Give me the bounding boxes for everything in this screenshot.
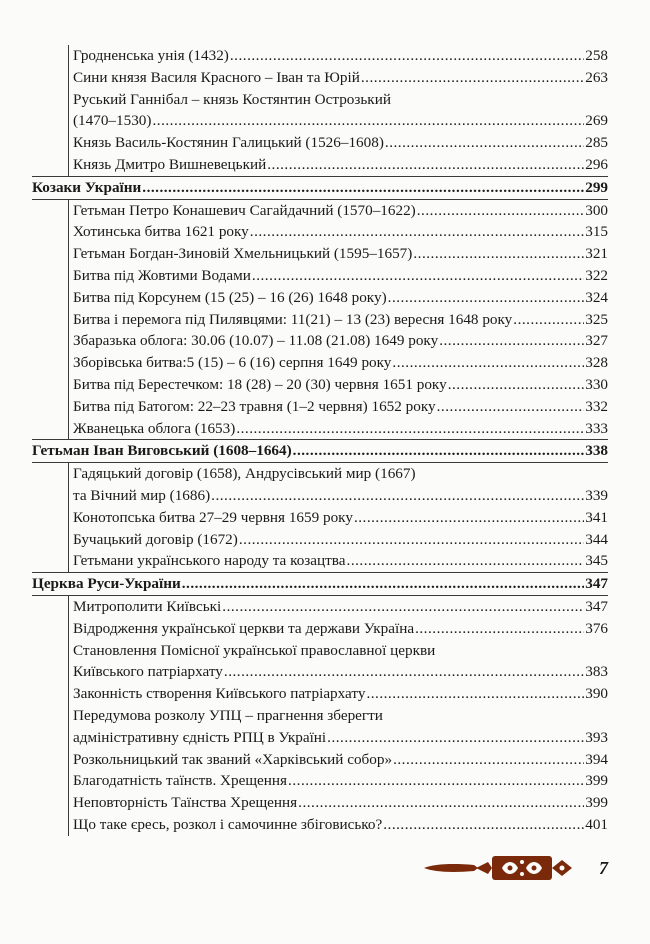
toc-entry-row[interactable] — [32, 221, 608, 243]
entry-title-text: Конотопська битва 27–29 червня 1659 року — [73, 508, 353, 526]
dot-leader — [437, 396, 585, 418]
toc-entry-row[interactable] — [32, 529, 608, 551]
entry-title-text: Битва під Берестечком: 18 (28) – 20 (30) червня 1651 року — [73, 375, 447, 393]
toc-entry-row[interactable] — [32, 199, 608, 221]
entry-page-number: 394 — [585, 750, 608, 768]
dot-leader — [267, 154, 584, 176]
entry-page-number: 344 — [585, 530, 608, 548]
toc-entry-row[interactable] — [32, 770, 608, 792]
entry-title-text: Розкольницький так званий «Харківський собор» — [73, 750, 393, 768]
entry-title-text: Гетьмани українського народу та козацтва — [73, 552, 346, 570]
dot-leader — [448, 374, 585, 396]
toc-entry-row[interactable] — [32, 309, 608, 331]
dot-leader — [417, 200, 584, 222]
dot-leader — [366, 683, 584, 705]
division-page-number: 299 — [585, 178, 608, 196]
entry-title-text: Збаразька облога: 30.06 (10.07) – 11.08 (21.08) 1649 року — [73, 332, 439, 350]
entry-title-text: Гетьман Богдан-Зиновій Хмельницький (1595–1657) — [73, 245, 413, 263]
entry-page-number: 330 — [585, 375, 608, 393]
division-title-text: Гетьман Іван Виговський (1608–1664) — [32, 442, 292, 460]
entry-title-text: Митрополити Київські — [73, 597, 222, 615]
entry-page-number: 390 — [585, 685, 608, 703]
dot-leader — [385, 132, 584, 154]
toc-entry-row[interactable] — [32, 705, 608, 749]
entry-page-number: 383 — [585, 663, 608, 681]
entry-title-text: (1470–1530) — [73, 112, 152, 130]
entry-title-text: Гетьман Петро Конашевич Сагайдачний (1570–1622) — [73, 201, 416, 219]
entry-page-number: 315 — [585, 223, 608, 241]
dot-leader — [513, 309, 584, 331]
entry-title-text: Битва під Корсунем (15 (25) – 16 (26) 1648 року) — [73, 288, 387, 306]
entry-page-number: 296 — [585, 155, 608, 173]
toc-entry-row[interactable] — [32, 463, 608, 507]
entry-title-text: Князь Василь-Костянин Галицький (1526–1608) — [73, 134, 384, 152]
toc-division-row — [32, 176, 608, 199]
entry-page-number: 393 — [585, 728, 608, 746]
division-title-text: Церква Руси-України — [32, 575, 181, 593]
entry-page-number: 328 — [585, 354, 608, 372]
toc-entry-row[interactable] — [32, 243, 608, 265]
toc-entry-row[interactable] — [32, 374, 608, 396]
toc-entry-row[interactable] — [32, 550, 608, 572]
division-title-text: Козаки України — [32, 178, 142, 196]
entry-title-text: Неповторність Таїнства Хрещення — [73, 794, 298, 812]
toc-entry-row[interactable] — [32, 396, 608, 418]
entry-page-number: 345 — [585, 552, 608, 570]
entry-page-number: 401 — [585, 815, 608, 833]
entry-page-number: 321 — [585, 245, 608, 263]
dot-leader — [211, 485, 584, 507]
toc-entry-row[interactable] — [32, 265, 608, 287]
toc-division-title[interactable] — [32, 573, 608, 595]
dot-leader — [393, 749, 584, 771]
entry-page-number: 269 — [585, 112, 608, 130]
entry-page-number: 300 — [585, 201, 608, 219]
dot-leader — [293, 440, 585, 462]
entry-page-number: 341 — [585, 508, 608, 526]
toc-entry-row[interactable] — [32, 749, 608, 771]
toc-entry-row[interactable] — [32, 640, 608, 684]
dot-leader — [230, 45, 584, 67]
toc-entry-row[interactable] — [32, 418, 608, 440]
toc-entry-row[interactable] — [32, 89, 608, 133]
dot-leader — [252, 265, 584, 287]
dot-leader — [236, 418, 584, 440]
dot-leader — [142, 177, 584, 199]
toc-entry-row[interactable] — [32, 792, 608, 814]
entry-title-text: Відродження української церкви та держави Україна — [73, 619, 415, 637]
toc-entry-row[interactable] — [32, 507, 608, 529]
entry-page-number: 333 — [585, 419, 608, 437]
entry-page-number: 327 — [585, 332, 608, 350]
toc-entry-row[interactable] — [32, 132, 608, 154]
entry-title-text: Становлення Помісної української православної церкви — [73, 641, 436, 659]
entry-title-text: Київського патріархату — [73, 663, 223, 681]
dot-leader — [222, 596, 584, 618]
entry-title-text: Гадяцький договір (1658), Андрусівський мир (1667) — [73, 465, 416, 483]
entry-page-number: 376 — [585, 619, 608, 637]
entry-title-text: адміністративну єдність РПЦ в Україні — [73, 728, 327, 746]
entry-page-number: 399 — [585, 772, 608, 790]
toc-entry-row[interactable] — [32, 154, 608, 176]
toc-entry-row[interactable] — [32, 330, 608, 352]
entry-title-text: Битва і перемога під Пилявцями: 11(21) – 13 (23) вересня 1648 року — [73, 310, 513, 328]
entry-title-text: Зборівська битва:5 (15) – 6 (16) серпня 1649 року — [73, 354, 392, 372]
entry-title-text: Що таке єресь, розкол і самочинне збіговисько? — [73, 815, 383, 833]
page-number: 7 — [599, 858, 608, 878]
toc-entry-row[interactable] — [32, 618, 608, 640]
entry-page-number: 325 — [585, 310, 608, 328]
dot-leader — [354, 507, 584, 529]
entry-title-text: Сини князя Василя Красного – Іван та Юрій — [73, 68, 360, 86]
entry-title-text: та Вічний мир (1686) — [73, 486, 211, 504]
entry-page-number: 399 — [585, 794, 608, 812]
toc-entry-row[interactable] — [32, 683, 608, 705]
page-footer — [0, 850, 650, 890]
entry-title-text: Хотинська битва 1621 року — [73, 223, 249, 241]
dot-leader — [361, 67, 584, 89]
dot-leader — [239, 529, 584, 551]
toc-entry-row[interactable] — [32, 814, 608, 836]
division-page-number: 338 — [585, 442, 608, 460]
dot-leader — [250, 221, 584, 243]
entry-page-number: 339 — [585, 486, 608, 504]
entry-title-text: Жванецька облога (1653) — [73, 419, 236, 437]
toc-division-row — [32, 573, 608, 596]
dot-leader — [415, 618, 584, 640]
entry-page-number: 332 — [585, 397, 608, 415]
entry-page-number: 258 — [585, 47, 608, 64]
dot-leader — [392, 352, 584, 374]
entry-title-text: Руський Ганнібал – князь Костянтин Острозький — [73, 90, 391, 108]
toc-entry-row[interactable] — [32, 595, 608, 617]
toc-entry-row[interactable] — [32, 45, 608, 67]
entry-title-text: Бучацький договір (1672) — [73, 530, 238, 548]
entry-title-text: Гродненська унія (1432) — [73, 47, 229, 64]
dot-leader — [298, 792, 584, 814]
dot-leader — [388, 287, 585, 309]
entry-title-text: Передумова розколу УПЦ – прагнення зберегти — [73, 706, 383, 724]
entry-title-text: Битва під Жовтими Водами — [73, 266, 251, 284]
entry-page-number: 285 — [585, 134, 608, 152]
toc-division-row — [32, 440, 608, 463]
dot-leader — [327, 727, 584, 749]
dot-leader — [152, 110, 584, 132]
decorative-ornament-icon — [422, 850, 574, 886]
entry-page-number: 347 — [585, 597, 608, 615]
dot-leader — [347, 550, 585, 572]
division-page-number: 347 — [585, 575, 608, 593]
toc-entry-row[interactable] — [32, 67, 608, 89]
toc-division-title[interactable] — [32, 177, 608, 199]
toc-entry-row[interactable] — [32, 352, 608, 374]
toc-division-title[interactable] — [32, 440, 608, 462]
entry-page-number: 322 — [585, 266, 608, 284]
entry-title-text: Законність створення Київського патріархату — [73, 685, 366, 703]
toc-entry-row[interactable] — [32, 287, 608, 309]
entry-title-text: Князь Дмитро Вишневецький — [73, 155, 267, 173]
entry-title-text: Благодатність таїнств. Хрещення — [73, 772, 288, 790]
entry-page-number: 324 — [585, 288, 608, 306]
dot-leader — [288, 770, 584, 792]
dot-leader — [413, 243, 584, 265]
entry-title-text: Битва під Батогом: 22–23 травня (1–2 червня) 1652 року — [73, 397, 436, 415]
toc-table — [32, 45, 608, 836]
dot-leader — [439, 330, 584, 352]
dot-leader — [182, 573, 585, 595]
dot-leader — [383, 814, 584, 836]
dot-leader — [224, 661, 584, 683]
entry-page-number: 263 — [585, 68, 608, 86]
